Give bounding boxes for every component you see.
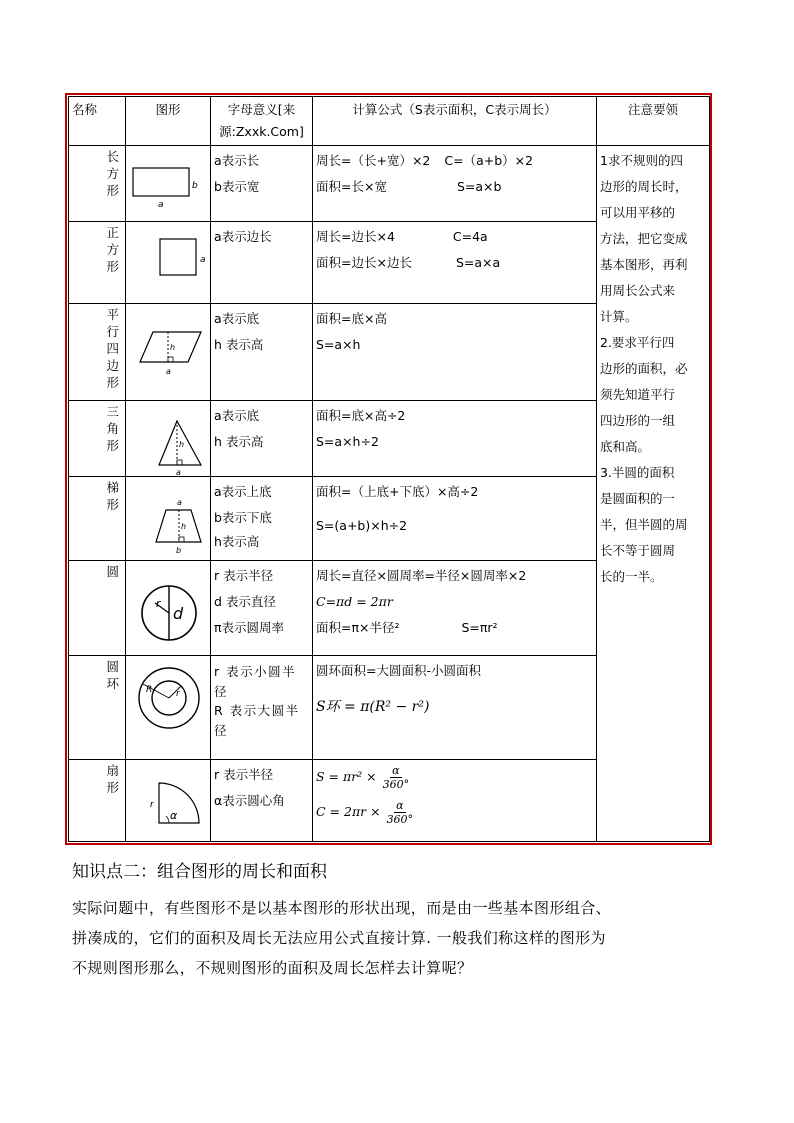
shape-name-char: 方 [106,166,120,181]
circle-figure [126,561,211,656]
shape-name-char: 环 [106,676,120,691]
annulus-figure [126,656,211,760]
formula-alt: S=πr² [461,620,498,635]
table-header-row [69,97,710,146]
shape-name-text [107,762,120,796]
fig-label-h: h [179,440,185,449]
note-line: 边形的周长时， [600,179,688,194]
trapezoid-icon [126,477,211,561]
square-icon [126,222,211,304]
formula-cell [313,401,597,477]
note-line: 长不等于圆周 [600,543,676,558]
fraction-numerator: α [396,799,404,812]
shape-name-char: 四 [106,341,120,356]
note-line: 基本图形，再利 [600,257,688,272]
formula-text: 面积=边长×边长 [316,255,412,270]
shape-name-char: 边 [106,358,120,373]
section-heading: 知识点二：组合图形的周长和面积 [72,862,327,882]
letter-line: h 表示高 [214,434,264,449]
paragraph-line: 拼凑成的，它们的面积及周长无法应用公式直接计算. 一般我们称这样的图形为 [72,929,606,947]
letters-cell [211,656,313,760]
circle-icon [126,561,211,656]
formula-alt: C=（a+b）×2 [444,153,534,168]
shape-name-char: 形 [106,375,120,390]
shape-name-char: 三 [106,404,120,419]
letter-line: R 表示大圆半径 [214,703,300,738]
note-line: 底和高。 [600,439,651,454]
shape-name-char: 行 [106,324,120,339]
note-line: 3.半圆的面积 [600,465,675,480]
fig-label-a: a [158,200,164,210]
letter-line: a表示底 [214,311,260,326]
header-figure: 图形 [126,97,211,146]
letter-line: h表示高 [214,534,260,549]
note-line: 2.要求平行四 [600,335,675,350]
formula-text: C=πd = 2πr [316,594,393,609]
fraction [387,799,414,826]
note-line: 四边形的一组 [600,413,676,428]
fig-label-h: h [181,522,187,531]
table-row [69,146,710,222]
shape-name-char: 形 [106,259,120,274]
fig-label-r: r [176,689,180,699]
rectangle-icon [126,146,211,222]
shape-name-text [107,306,120,391]
square-figure [126,222,211,304]
formula-text: S=(a+b)×h÷2 [316,518,408,533]
note-line: 须先知道平行 [600,387,676,402]
header-notes: 注意要领 [597,97,710,146]
shape-name [69,477,126,561]
note-line: 方法，把它变成 [600,231,688,246]
formula-text: S=a×h÷2 [316,434,379,449]
paragraph-line: 不规则图形那么，不规则图形的面积及周长怎样去计算呢？ [72,959,473,977]
trapezoid-figure [126,477,211,561]
formula-text: 面积=（上底+下底）×高÷2 [316,484,479,499]
note-line: 长的一半。 [600,569,663,584]
header-name: 名称 [69,97,126,146]
sector-figure [126,760,211,842]
shape-name-char: 方 [106,242,120,257]
formula-cell [313,760,597,842]
formula-text: 周长=直径×圆周率=半径×圆周率×2 [316,568,527,583]
fraction [383,764,410,791]
fig-label-R: R [146,685,153,695]
shape-name [69,561,126,656]
note-line: 计算。 [600,309,638,324]
note-line: 是圆面积的一 [600,491,676,506]
notes-cell [597,146,710,842]
header-formula: 计算公式（S表示面积，C表示周长） [313,97,597,146]
fig-label-b: b [192,181,198,191]
shape-name [69,146,126,222]
shape-name-char: 形 [106,438,120,453]
fraction-denominator: 360° [386,813,414,826]
paragraph-line: 实际问题中，有些图形不是以基本图形的形状出现，而是由一些基本图形组合、 [72,899,612,917]
letter-line: d 表示直径 [214,594,276,609]
letters-cell [211,401,313,477]
formula-text: 面积=底×高 [316,311,387,326]
triangle-icon [126,401,211,477]
formula-cell [313,222,597,304]
formula-alt: S=a×b [456,179,502,194]
formula-alt: S=a×a [455,255,501,270]
fig-label-a: a [177,498,182,507]
formula-text: 面积=长×宽 [316,179,387,194]
letter-line: π表示圆周率 [214,620,285,635]
letter-line: α表示圆心角 [214,793,285,808]
shape-name [69,760,126,842]
sector-icon [126,760,211,842]
letter-line: h 表示高 [214,337,264,352]
triangle-figure [126,401,211,477]
note-line: 1求不规则的四 [600,153,683,168]
fig-label-r: r [156,597,161,610]
shape-name-char: 平 [106,307,120,322]
formula-text: C = 2πr × [316,804,381,819]
note-line: 边形的面积，必 [600,361,688,376]
formula-text: 面积=π×半径² [316,620,400,635]
shape-name-char: 形 [106,497,120,512]
formula-text: 圆环面积=大圆面积-小圆面积 [316,663,481,678]
formula-text: S=a×h [316,337,361,352]
shape-name-char: 形 [106,780,120,795]
formula-text: S环 = π(R² − r²) [316,699,430,715]
shape-name-text [107,148,120,199]
shape-name-text [107,658,120,692]
shape-name [69,304,126,401]
fig-label-b: b [176,546,182,555]
letter-line: a表示长 [214,153,260,168]
fig-label-a: a [166,367,171,376]
letter-line: a表示边长 [214,229,272,244]
letter-line: a表示上底 [214,484,272,499]
parallelogram-icon [126,304,211,401]
shape-name-char: 扇 [106,763,120,778]
shape-name [69,401,126,477]
shape-name-char: 梯 [106,480,120,495]
fraction-denominator: 360° [382,778,410,791]
paragraph [72,893,722,983]
letter-line: r 表示半径 [214,767,274,782]
letter-line: b表示宽 [214,179,260,194]
formula-text: S = πr² × [316,769,377,784]
header-letters: 字母意义[来源:Zxxk.Com] [211,97,313,146]
letter-line: r 表示小圆半径 [214,664,297,699]
formula-table [68,96,710,842]
letters-cell [211,477,313,561]
note-line: 可以用平移的 [600,205,676,220]
fig-label-r: r [150,800,154,810]
formula-text: 周长=（长+宽）×2 [316,153,431,168]
fig-label-d: d [173,604,184,623]
formula-cell [313,477,597,561]
letters-cell [211,760,313,842]
rectangle-figure [126,146,211,222]
annulus-icon [126,656,211,760]
shape-name-text [107,479,120,513]
fraction-numerator: α [392,764,400,777]
letter-line: r 表示半径 [214,568,274,583]
fig-label-alpha: α [170,809,178,822]
parallelogram-figure [126,304,211,401]
shape-name-char: 圆 [106,659,120,674]
formula-text: 面积=底×高÷2 [316,408,406,423]
letters-cell [211,304,313,401]
formula-cell [313,561,597,656]
note-line: 用周长公式来 [600,283,676,298]
formula-alt: C=4a [452,229,488,244]
shape-name-char: 正 [106,225,120,240]
shape-name-char: 角 [106,421,120,436]
shape-name-char: 形 [106,183,120,198]
formula-cell [313,304,597,401]
shape-name-text [107,563,120,580]
shape-name-text [107,403,120,454]
shape-name-char: 圆 [106,564,120,579]
note-line: 半，但半圆的周 [600,517,688,532]
letter-line: b表示下底 [214,510,272,525]
shape-name [69,222,126,304]
formula-cell [313,146,597,222]
shape-name-char: 长 [106,149,120,164]
formula-cell [313,656,597,760]
formula-text: 周长=边长×4 [316,229,395,244]
fig-label-h: h [170,343,176,352]
letters-cell [211,146,313,222]
letter-line: a表示底 [214,408,260,423]
letters-cell [211,222,313,304]
fig-label-a: a [176,468,181,477]
shape-name-text [107,224,120,275]
letters-cell [211,561,313,656]
fig-label-a: a [200,255,206,265]
shape-name [69,656,126,760]
